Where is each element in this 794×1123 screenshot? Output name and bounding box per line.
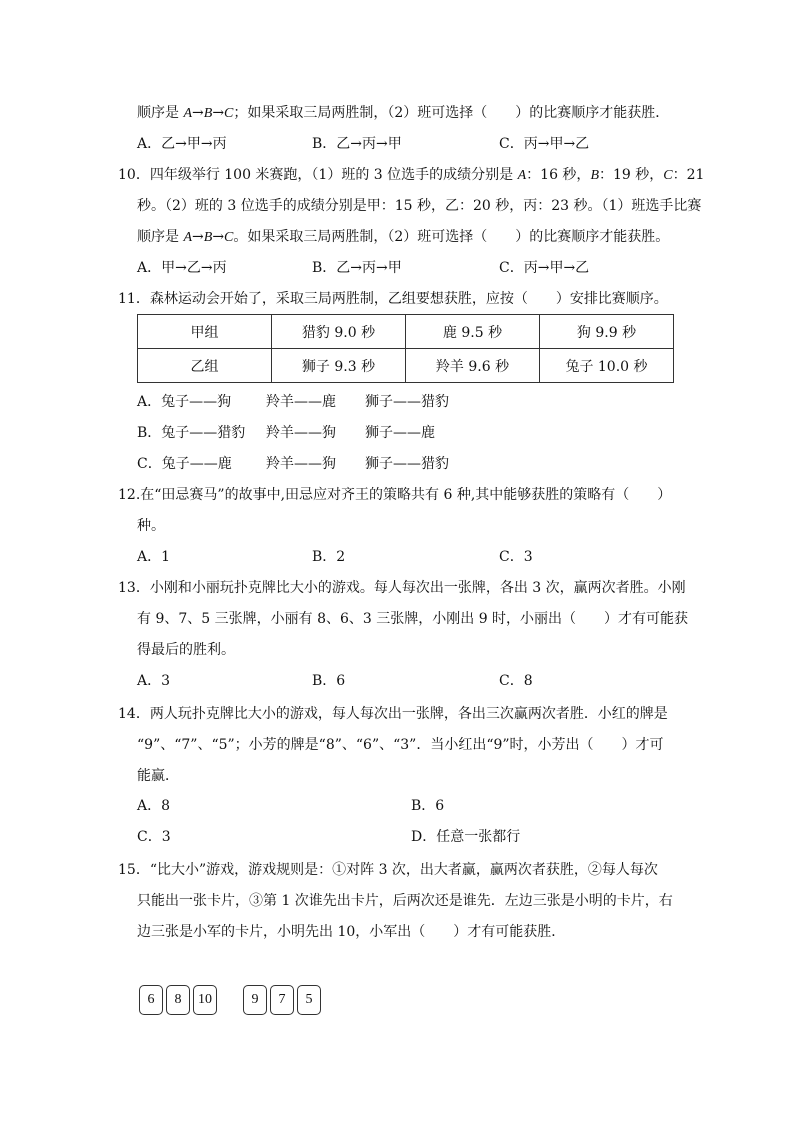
q10-option-c: C．丙→甲→乙	[499, 260, 590, 276]
q9-option-b: B．乙→丙→甲	[312, 136, 402, 152]
q10-option-a: A．甲→乙→丙	[137, 260, 227, 276]
q9-option-c: C．丙→甲→乙	[499, 136, 590, 152]
q12-line-2: 种。	[137, 518, 165, 534]
q14-line-1: 14．两人玩扑克牌比大小的游戏，每人每次出一张牌，各出三次赢两次者胜．小红的牌是	[118, 706, 668, 722]
q14-line-3: 能赢．	[137, 768, 179, 784]
card-xiaojun-3: 5	[297, 985, 321, 1015]
q12-option-b: B．2	[312, 549, 346, 565]
q11-option-c-pair-2: 羚羊——狗	[266, 456, 336, 472]
q11-stem: 11．森林运动会开始了，采取三局两胜制，乙组要想获胜，应按（ ）安排比赛顺序。	[118, 291, 668, 307]
q14-line-2: “9”、“7”、“5”；小芳的牌是“8”、“6”、“3”．当小红出“9”时，小芳出（ ）才可	[137, 737, 664, 753]
q10-line-3: 顺序是 A→B→C。如果采取三局两胜制，（2）班可选择（ ）的比赛顺序才能获胜。	[137, 229, 670, 245]
q13-line-2: 有 9、7、5 三张牌，小丽有 8、6、3 三张牌，小刚出 9 时，小丽出（ ）才有可能获	[137, 611, 689, 627]
card-xiaoming-1: 6	[139, 985, 163, 1015]
table-cell: 甲组	[138, 315, 272, 349]
q14-option-b: B．6	[411, 798, 445, 814]
q14-option-c: C．3	[137, 829, 171, 845]
q13-line-3: 得最后的胜利。	[137, 642, 235, 658]
table-cell: 羚羊 9.6 秒	[406, 349, 540, 383]
q12-option-c: C．3	[499, 549, 533, 565]
q15-line-3: 边三张是小军的卡片，小明先出 10，小军出（ ）才有可能获胜．	[137, 924, 566, 940]
q15-line-2: 只能出一张卡片，③第 1 次谁先出卡片，后两次还是谁先．左边三张是小明的卡片，右	[137, 893, 673, 909]
q13-option-b: B．6	[312, 673, 346, 689]
table-row	[138, 315, 674, 349]
card-xiaojun-2: 7	[270, 985, 294, 1015]
table-cell: 猎豹 9.0 秒	[272, 315, 406, 349]
q11-option-c: C．兔子——鹿	[137, 456, 232, 472]
table-cell: 鹿 9.5 秒	[406, 315, 540, 349]
q11-option-c-pair-3: 狮子——猎豹	[365, 456, 449, 472]
q10-option-b: B．乙→丙→甲	[312, 260, 402, 276]
card-xiaoming-3: 10	[193, 985, 217, 1015]
q15-line-1: 15．“比大小”游戏，游戏规则是：①对阵 3 次，出大者赢，赢两次者获胜，②每人每次	[118, 862, 658, 878]
q11-table	[137, 314, 674, 383]
card-xiaojun-1: 9	[243, 985, 267, 1015]
q11-option-a-pair-3: 狮子——猎豹	[365, 394, 449, 410]
q9-line: 顺序是 A→B→C；如果采取三局两胜制，（2）班可选择（ ）的比赛顺序才能获胜．	[137, 105, 670, 121]
q11-option-b-pair-2: 羚羊——狗	[266, 425, 336, 441]
q11-option-b-pair-3: 狮子——鹿	[365, 425, 435, 441]
q9-option-a: A．乙→甲→丙	[137, 136, 227, 152]
table-cell: 狗 9.9 秒	[540, 315, 674, 349]
q12-line-1: 12.在“田忌赛马”的故事中,田忌应对齐王的策略共有 6 种,其中能够获胜的策略有（ ）	[118, 487, 672, 503]
q11-option-b: B．兔子——猎豹	[137, 425, 246, 441]
q10-line-2: 秒。（2）班的 3 位选手的成绩分别是甲：15 秒，乙：20 秒，丙：23 秒。（1）班选手比赛	[137, 198, 702, 214]
table-cell: 兔子 10.0 秒	[540, 349, 674, 383]
q11-option-a: A．兔子——狗	[137, 394, 232, 410]
table-row	[138, 349, 674, 383]
card-xiaoming-2: 8	[166, 985, 190, 1015]
q10-line-1: 10．四年级举行 100 米赛跑，（1）班的 3 位选手的成绩分别是 A：16 秒，B：19 秒，C：21	[118, 167, 705, 183]
table-cell: 狮子 9.3 秒	[272, 349, 406, 383]
q13-option-a: A．3	[137, 673, 171, 689]
table-cell: 乙组	[138, 349, 272, 383]
q11-option-a-pair-2: 羚羊——鹿	[266, 394, 336, 410]
q12-option-a: A．1	[137, 549, 171, 565]
q14-option-a: A．8	[137, 798, 171, 814]
q14-option-d: D．任意一张都行	[411, 829, 521, 845]
q13-line-1: 13．小刚和小丽玩扑克牌比大小的游戏。每人每次出一张牌，各出 3 次，赢两次者胜。小刚	[118, 580, 686, 596]
q13-option-c: C．8	[499, 673, 533, 689]
